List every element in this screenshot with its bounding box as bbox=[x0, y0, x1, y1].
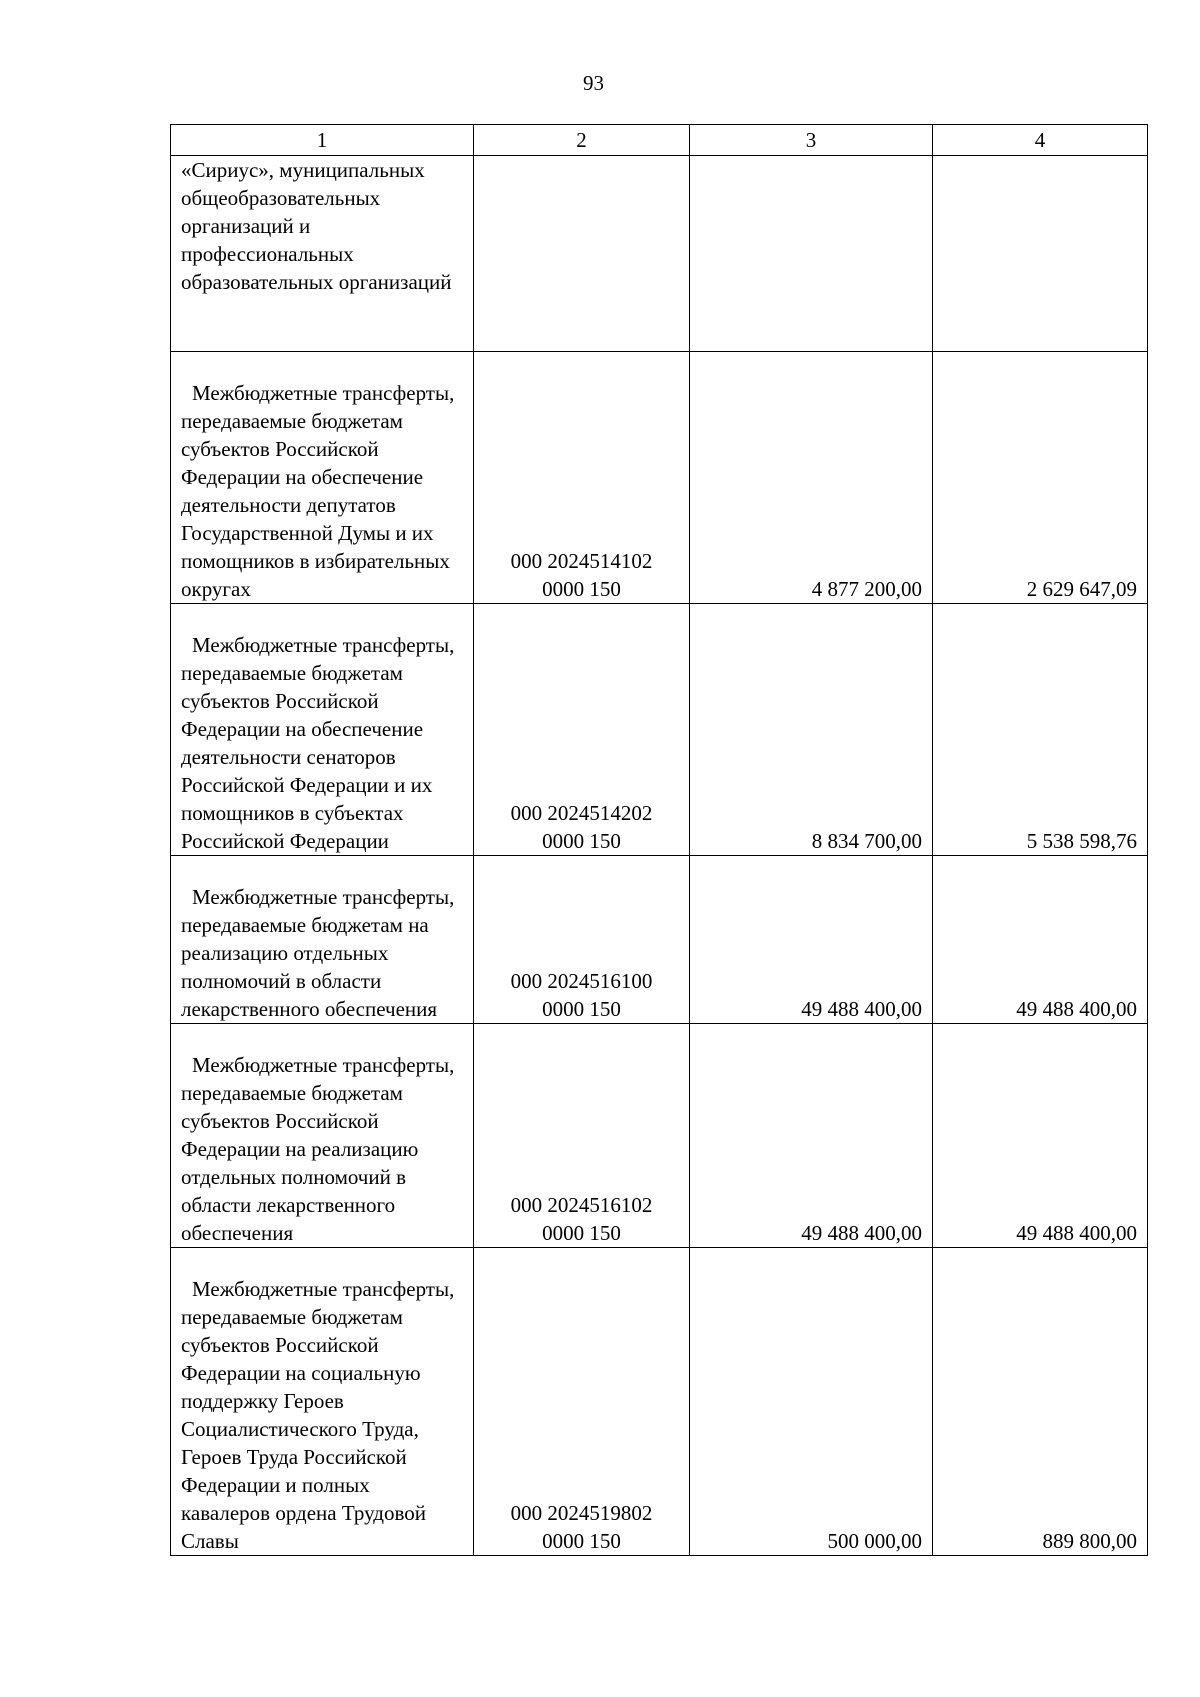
row-amount-col4: 889 800,00 bbox=[933, 1248, 1148, 1556]
row-amount-col3: 49 488 400,00 bbox=[690, 856, 933, 1024]
row-code bbox=[474, 156, 690, 352]
table-row bbox=[171, 1024, 1148, 1248]
column-header-4: 4 bbox=[933, 125, 1148, 156]
row-name: «Сириус», муниципальных общеобразовательных организаций и профессиональных образовательных организаций bbox=[171, 156, 474, 352]
row-amount-col3: 8 834 700,00 bbox=[690, 604, 933, 856]
row-amount-col4: 49 488 400,00 bbox=[933, 856, 1148, 1024]
table-row bbox=[171, 604, 1148, 856]
row-name-cell bbox=[171, 856, 474, 1024]
row-name-cell bbox=[171, 352, 474, 604]
row-name-cell bbox=[171, 1024, 474, 1248]
row-name: Межбюджетные трансферты, передаваемые бюджетам субъектов Российской Федерации на обеспечение деятельности сенаторов Российской Федерации и их помощников в субъектах Российской Федерации bbox=[181, 633, 455, 853]
row-code: 000 2024516100 0000 150 bbox=[474, 856, 690, 1024]
row-name: Межбюджетные трансферты, передаваемые бюджетам на реализацию отдельных полномочий в области лекарственного обеспечения bbox=[181, 885, 455, 1021]
row-amount-col3 bbox=[690, 156, 933, 352]
column-header-1: 1 bbox=[171, 125, 474, 156]
row-name: Межбюджетные трансферты, передаваемые бюджетам субъектов Российской Федерации на реализацию отдельных полномочий в области лекарственного обеспечения bbox=[181, 1053, 455, 1245]
row-amount-col3: 500 000,00 bbox=[690, 1248, 933, 1556]
row-amount-col3: 49 488 400,00 bbox=[690, 1024, 933, 1248]
row-amount-col4: 2 629 647,09 bbox=[933, 352, 1148, 604]
row-name-cell bbox=[171, 604, 474, 856]
row-code: 000 2024514202 0000 150 bbox=[474, 604, 690, 856]
table-row bbox=[171, 1248, 1148, 1556]
page-number: 93 bbox=[583, 71, 604, 95]
row-amount-col4: 49 488 400,00 bbox=[933, 1024, 1148, 1248]
table-row bbox=[171, 856, 1148, 1024]
row-name-cell bbox=[171, 1248, 474, 1556]
column-header-3: 3 bbox=[690, 125, 933, 156]
budget-table bbox=[170, 124, 1148, 1556]
row-name: Межбюджетные трансферты, передаваемые бюджетам субъектов Российской Федерации на социальную поддержку Героев Социалистического Труда, Героев Труда Российской Федерации и полных кавалеров ордена Трудовой Славы bbox=[181, 1277, 455, 1553]
row-amount-col4 bbox=[933, 156, 1148, 352]
row-code: 000 2024519802 0000 150 bbox=[474, 1248, 690, 1556]
header-row bbox=[171, 125, 1148, 156]
row-code: 000 2024516102 0000 150 bbox=[474, 1024, 690, 1248]
row-amount-col4: 5 538 598,76 bbox=[933, 604, 1148, 856]
row-amount-col3: 4 877 200,00 bbox=[690, 352, 933, 604]
table-row bbox=[171, 156, 1148, 352]
row-code: 000 2024514102 0000 150 bbox=[474, 352, 690, 604]
row-name: Межбюджетные трансферты, передаваемые бюджетам субъектов Российской Федерации на обеспечение деятельности депутатов Государственной Думы и их помощников в избирательных округах bbox=[181, 381, 455, 601]
table-row bbox=[171, 352, 1148, 604]
column-header-2: 2 bbox=[474, 125, 690, 156]
